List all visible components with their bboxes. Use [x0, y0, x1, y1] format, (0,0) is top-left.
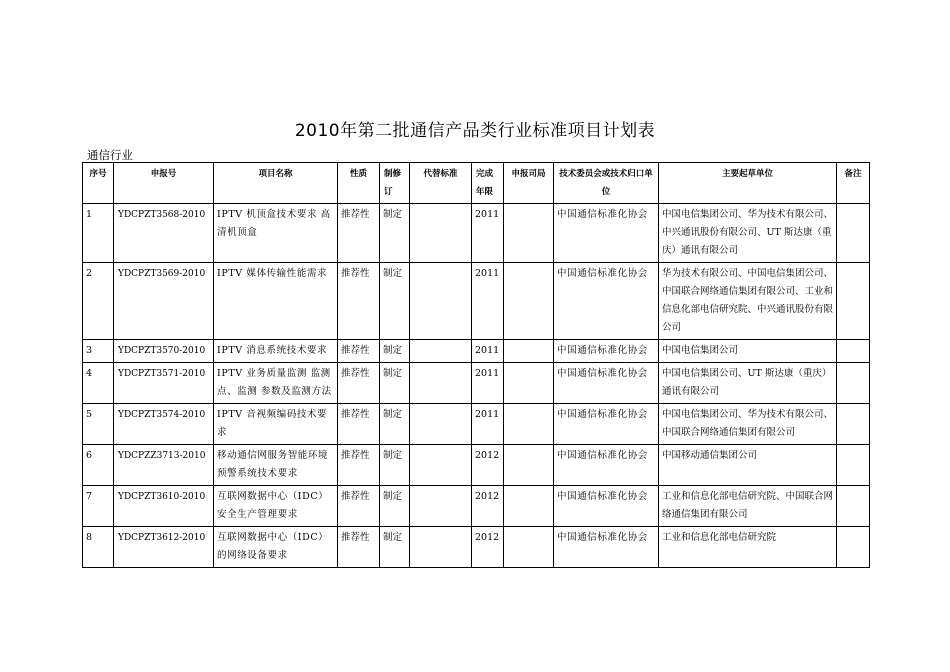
cell-note [837, 363, 870, 404]
header-name: 项目名称 [214, 163, 338, 204]
cell-replace [410, 445, 472, 486]
cell-committee: 中国通信标准化协会 [554, 445, 659, 486]
cell-committee: 中国通信标准化协会 [554, 204, 659, 263]
header-code: 申报号 [114, 163, 214, 204]
cell-seq: 8 [83, 527, 114, 568]
cell-dept [504, 204, 554, 263]
cell-replace [410, 263, 472, 340]
cell-year: 2012 [472, 527, 504, 568]
cell-dept [504, 527, 554, 568]
cell-revise: 制定 [380, 527, 410, 568]
header-year: 完成年限 [472, 163, 504, 204]
cell-nature: 推荐性 [338, 486, 380, 527]
cell-drafter: 华为技术有限公司、中国电信集团公司、中国联合网络通信集团有限公司、工业和信息化部电信研究院、中兴通讯股份有限公司 [659, 263, 837, 340]
cell-committee: 中国通信标准化协会 [554, 486, 659, 527]
cell-replace [410, 404, 472, 445]
cell-code: YDCPZT3612-2010 [114, 527, 214, 568]
cell-committee: 中国通信标准化协会 [554, 340, 659, 363]
header-committee: 技术委员会或技术归口单位 [554, 163, 659, 204]
header-replace: 代替标准 [410, 163, 472, 204]
cell-code: YDCPZZ3713-2010 [114, 445, 214, 486]
cell-note [837, 486, 870, 527]
cell-name: IPTV 业务质量监测 监测点、监测 参数及监测方法 [214, 363, 338, 404]
cell-replace [410, 204, 472, 263]
cell-year: 2011 [472, 340, 504, 363]
cell-code: YDCPZT3574-2010 [114, 404, 214, 445]
cell-year: 2012 [472, 445, 504, 486]
cell-note [837, 204, 870, 263]
cell-dept [504, 263, 554, 340]
cell-dept [504, 486, 554, 527]
header-drafter: 主要起草单位 [659, 163, 837, 204]
table-row [83, 527, 870, 568]
cell-name: IPTV 媒体传输性能需求 [214, 263, 338, 340]
cell-code: YDCPZT3570-2010 [114, 340, 214, 363]
cell-revise: 制定 [380, 340, 410, 363]
cell-seq: 2 [83, 263, 114, 340]
cell-note [837, 527, 870, 568]
cell-year: 2012 [472, 486, 504, 527]
table-row [83, 445, 870, 486]
cell-seq: 5 [83, 404, 114, 445]
cell-drafter: 工业和信息化部电信研究院、中国联合网络通信集团有限公司 [659, 486, 837, 527]
cell-nature: 推荐性 [338, 404, 380, 445]
cell-drafter: 中国移动通信集团公司 [659, 445, 837, 486]
cell-note [837, 340, 870, 363]
cell-name: IPTV 音视频编码技术要求 [214, 404, 338, 445]
cell-nature: 推荐性 [338, 263, 380, 340]
cell-year: 2011 [472, 204, 504, 263]
standards-plan-table [82, 162, 870, 568]
cell-nature: 推荐性 [338, 340, 380, 363]
cell-note [837, 263, 870, 340]
cell-name: IPTV 消息系统技术要求 [214, 340, 338, 363]
cell-committee: 中国通信标准化协会 [554, 263, 659, 340]
cell-seq: 7 [83, 486, 114, 527]
cell-committee: 中国通信标准化协会 [554, 404, 659, 445]
header-dept: 申报司局 [504, 163, 554, 204]
cell-name: 移动通信网服务智能环境预警系统技术要求 [214, 445, 338, 486]
cell-replace [410, 527, 472, 568]
cell-dept [504, 404, 554, 445]
cell-nature: 推荐性 [338, 204, 380, 263]
cell-seq: 4 [83, 363, 114, 404]
table-row [83, 340, 870, 363]
cell-replace [410, 340, 472, 363]
cell-note [837, 404, 870, 445]
cell-nature: 推荐性 [338, 445, 380, 486]
cell-nature: 推荐性 [338, 527, 380, 568]
header-nature: 性质 [338, 163, 380, 204]
cell-seq: 6 [83, 445, 114, 486]
cell-replace [410, 486, 472, 527]
header-note: 备注 [837, 163, 870, 204]
table-row [83, 263, 870, 340]
table-row [83, 404, 870, 445]
cell-drafter: 中国电信集团公司、UT 斯达康（重庆）通讯有限公司 [659, 363, 837, 404]
header-revise: 制修订 [380, 163, 410, 204]
cell-dept [504, 340, 554, 363]
cell-name: 互联网数据中心（IDC）安全生产管理要求 [214, 486, 338, 527]
cell-code: YDCPZT3568-2010 [114, 204, 214, 263]
cell-code: YDCPZT3571-2010 [114, 363, 214, 404]
cell-code: YDCPZT3569-2010 [114, 263, 214, 340]
document-title: 2010年第二批通信产品类行业标准项目计划表 [294, 121, 656, 141]
cell-code: YDCPZT3610-2010 [114, 486, 214, 527]
cell-drafter: 中国电信集团公司、华为技术有限公司、中国联合网络通信集团有限公司 [659, 404, 837, 445]
cell-year: 2011 [472, 363, 504, 404]
cell-dept [504, 445, 554, 486]
cell-revise: 制定 [380, 486, 410, 527]
cell-revise: 制定 [380, 363, 410, 404]
cell-drafter: 工业和信息化部电信研究院 [659, 527, 837, 568]
industry-label: 通信行业 [87, 148, 133, 162]
cell-dept [504, 363, 554, 404]
cell-name: IPTV 机顶盒技术要求 高清机顶盒 [214, 204, 338, 263]
cell-revise: 制定 [380, 445, 410, 486]
cell-nature: 推荐性 [338, 363, 380, 404]
cell-drafter: 中国电信集团公司 [659, 340, 837, 363]
header-seq: 序号 [83, 163, 114, 204]
cell-revise: 制定 [380, 204, 410, 263]
table-row [83, 204, 870, 263]
table-row [83, 486, 870, 527]
cell-drafter: 中国电信集团公司、华为技术有限公司、中兴通讯股份有限公司、UT 斯达康（重庆）通讯有限公司 [659, 204, 837, 263]
cell-committee: 中国通信标准化协会 [554, 363, 659, 404]
cell-name: 互联网数据中心（IDC）的网络设备要求 [214, 527, 338, 568]
cell-committee: 中国通信标准化协会 [554, 527, 659, 568]
cell-revise: 制定 [380, 404, 410, 445]
table-header-row [83, 163, 870, 204]
cell-seq: 1 [83, 204, 114, 263]
table-row [83, 363, 870, 404]
cell-year: 2011 [472, 263, 504, 340]
cell-year: 2011 [472, 404, 504, 445]
cell-replace [410, 363, 472, 404]
cell-seq: 3 [83, 340, 114, 363]
cell-note [837, 445, 870, 486]
cell-revise: 制定 [380, 263, 410, 340]
